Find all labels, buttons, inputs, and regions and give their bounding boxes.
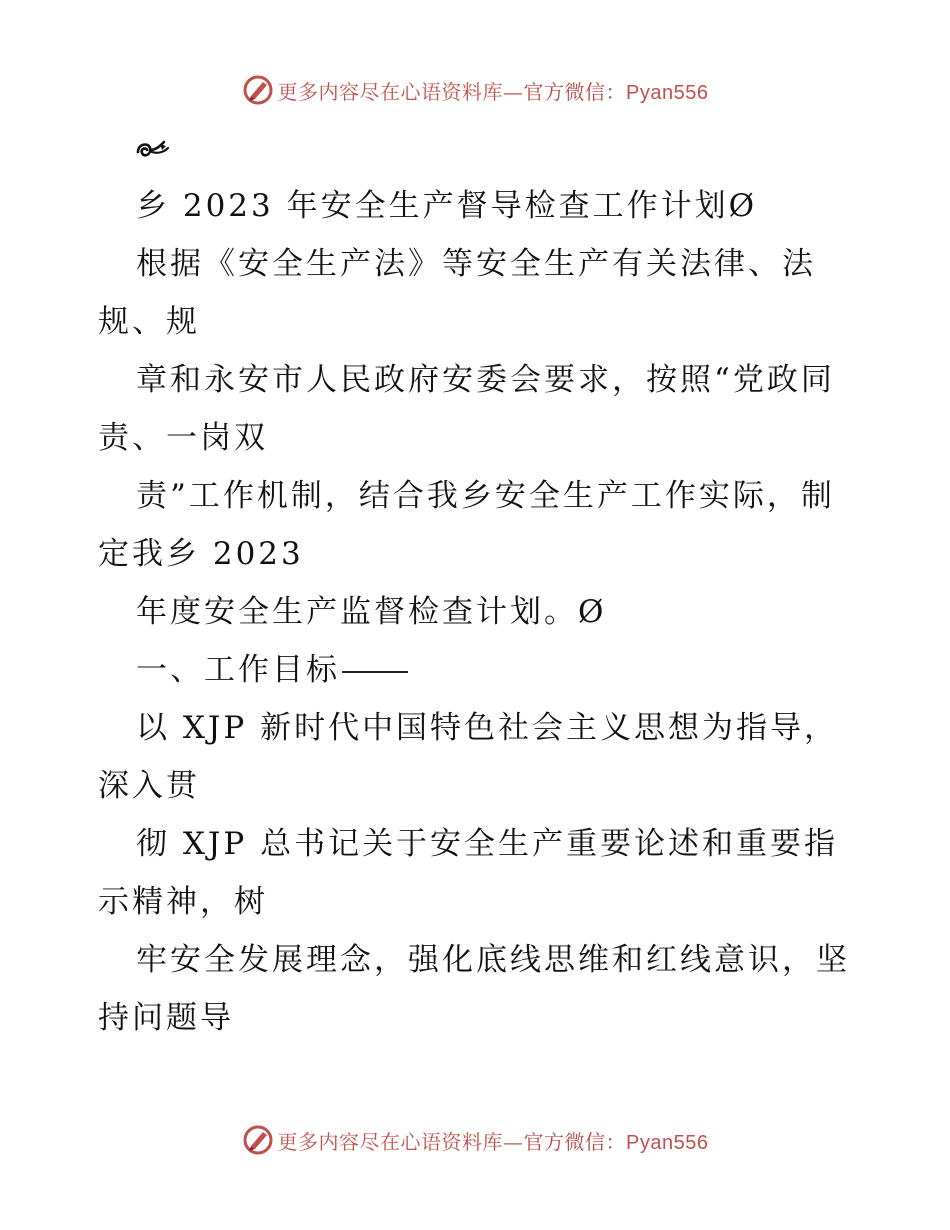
section-heading-text: 一、工作目标 xyxy=(136,652,340,688)
banner-official-label: 官方微信： xyxy=(523,79,627,104)
doc-line-7: 定我乡 2023 xyxy=(98,536,304,572)
fleuron-icon xyxy=(134,138,172,162)
footer-banner xyxy=(0,1120,950,1160)
doc-line-13: 示精神，树 xyxy=(98,884,268,920)
doc-line-10: 以 XJP 新时代中国特色社会主义思想为指导， xyxy=(136,710,839,746)
pen-logo-icon xyxy=(242,1124,274,1156)
doc-line-8: 年度安全生产监督检查计划。Ø xyxy=(136,594,607,630)
section-heading-goals xyxy=(98,644,858,702)
doc-line-4: 章和永安市人民政府安委会要求，按照“党政同 xyxy=(136,362,835,398)
banner-separator: — xyxy=(503,1129,524,1154)
doc-line-14: 牢安全发展理念，强化底线思维和红线意识，坚 xyxy=(136,942,850,978)
heading-dash-rule xyxy=(342,671,408,673)
banner-official-label: 官方微信： xyxy=(523,1129,627,1154)
banner-main-text: 更多内容尽在心语资料库 xyxy=(277,79,504,104)
banner-separator: — xyxy=(503,79,524,104)
doc-line-5: 责、一岗双 xyxy=(98,420,268,456)
doc-line-11: 深入贯 xyxy=(98,768,200,804)
document-body xyxy=(98,180,858,1050)
doc-line-15: 持问题导 xyxy=(98,1000,234,1036)
banner-wechat-id: Pyan556 xyxy=(626,1131,709,1154)
doc-line-12: 彻 XJP 总书记关于安全生产重要论述和重要指 xyxy=(136,826,839,862)
doc-line-2: 根据《安全生产法》等安全生产有关法律、法 xyxy=(136,246,816,282)
pen-logo-icon xyxy=(242,74,274,106)
header-banner xyxy=(0,70,950,110)
banner-wechat-id: Pyan556 xyxy=(626,81,709,104)
banner-main-text: 更多内容尽在心语资料库 xyxy=(277,1129,504,1154)
doc-line-6: 责”工作机制，结合我乡安全生产工作实际，制 xyxy=(136,478,835,514)
doc-line-3: 规、规 xyxy=(98,304,200,340)
doc-line-1: 乡 2023 年安全生产督导检查工作计划Ø xyxy=(136,188,758,224)
